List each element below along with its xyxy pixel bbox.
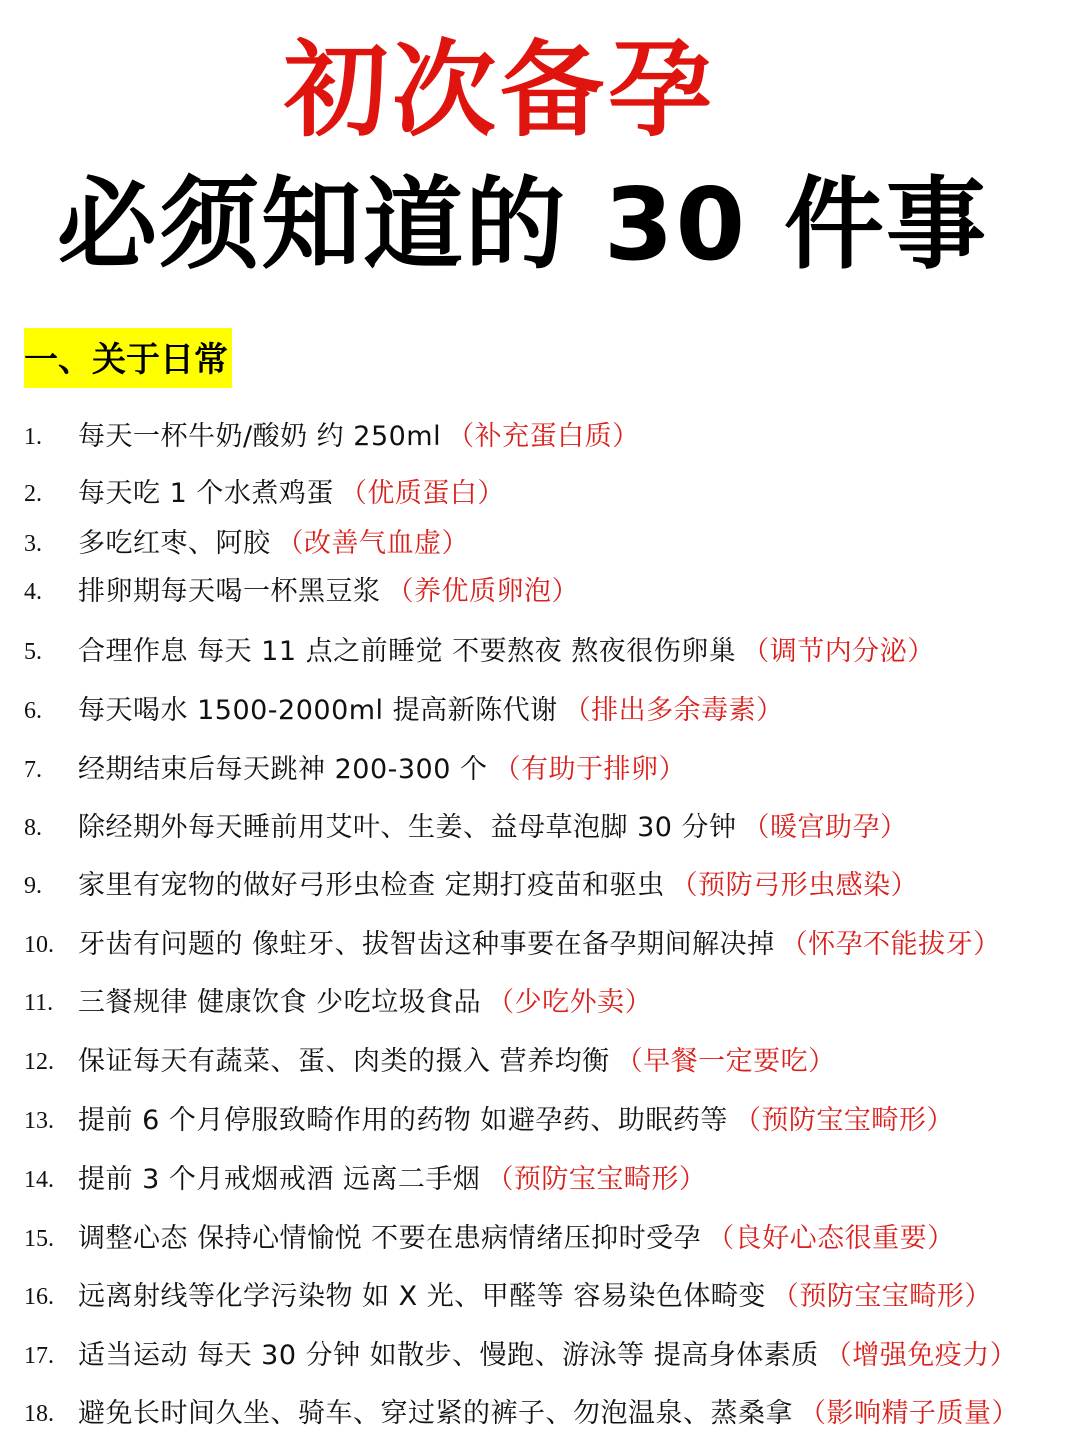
item-text: 家里有宠物的做好弓形虫检查 定期打疫苗和驱虫 <box>78 870 665 901</box>
list-item <box>0 1217 1080 1261</box>
item-body <box>78 1158 706 1202</box>
list-item <box>0 522 1080 566</box>
item-note: （预防宝宝畸形） <box>733 1105 954 1136</box>
item-text: 每天喝水 1500-2000ml 提高新陈代谢 <box>78 695 558 726</box>
item-body <box>78 689 784 733</box>
item-note: （怀孕不能拔牙） <box>780 929 1001 960</box>
item-body <box>78 1392 1019 1436</box>
item-body <box>78 981 652 1025</box>
item-number: 15. <box>24 1226 54 1252</box>
item-text: 除经期外每天睡前用艾叶、生姜、益母草泡脚 30 分钟 <box>78 812 737 843</box>
item-body <box>78 864 918 908</box>
list-item <box>0 981 1080 1025</box>
item-note: （预防弓形虫感染） <box>670 870 919 901</box>
item-body <box>78 1334 1017 1378</box>
item-number: 14. <box>24 1167 54 1193</box>
item-text: 多吃红枣、阿胶 <box>78 528 271 559</box>
item-text: 远离射线等化学污染物 如 X 光、甲醛等 容易染色体畸变 <box>78 1281 766 1312</box>
item-text: 避免长时间久坐、骑车、穿过紧的裤子、勿泡温泉、蒸桑拿 <box>78 1398 793 1429</box>
list-item <box>0 1040 1080 1084</box>
item-number: 5. <box>24 639 42 665</box>
list-item <box>0 1158 1080 1202</box>
list-item <box>0 1392 1080 1436</box>
item-number: 12. <box>24 1049 54 1075</box>
item-note: （影响精子质量） <box>799 1398 1019 1429</box>
item-text: 牙齿有问题的 像蛀牙、拔智齿这种事要在备孕期间解决掉 <box>78 929 775 960</box>
item-note: （增强免疫力） <box>824 1340 1018 1371</box>
item-note: （补充蛋白质） <box>447 421 640 452</box>
item-number: 4. <box>24 579 42 605</box>
item-note: （有助于排卵） <box>493 754 686 785</box>
item-number: 6. <box>24 698 42 724</box>
title-line-1: 初次备孕 <box>283 29 716 151</box>
item-note: （排出多余毒素） <box>563 695 784 726</box>
item-note: （调节内分泌） <box>742 636 935 667</box>
item-note: （养优质卵泡） <box>386 576 579 607</box>
item-note: （预防宝宝畸形） <box>486 1164 707 1195</box>
item-text: 保证每天有蔬菜、蛋、肉类的摄入 营养均衡 <box>78 1046 610 1077</box>
list-item <box>0 570 1080 614</box>
list-item <box>0 923 1080 967</box>
item-text: 每天吃 1 个水煮鸡蛋 <box>78 478 334 509</box>
list-item <box>0 864 1080 908</box>
item-number: 2. <box>24 481 42 507</box>
title-line-2: 必须知道的 30 件事 <box>57 166 988 283</box>
item-text: 经期结束后每天跳神 200-300 个 <box>78 754 488 785</box>
item-number: 1. <box>24 424 42 450</box>
item-number: 10. <box>24 932 54 958</box>
item-note: （良好心态很重要） <box>707 1223 955 1254</box>
item-body <box>78 1217 955 1261</box>
list-item <box>0 689 1080 733</box>
item-number: 3. <box>24 531 42 557</box>
list-item <box>0 472 1080 516</box>
item-note: （暖宫助孕） <box>742 812 908 843</box>
item-text: 三餐规律 健康饮食 少吃垃圾食品 <box>78 987 482 1018</box>
item-number: 9. <box>24 873 42 899</box>
list-item <box>0 630 1080 674</box>
item-text: 排卵期每天喝一杯黑豆浆 <box>78 576 381 607</box>
item-note: （早餐一定要吃） <box>615 1046 836 1077</box>
item-body <box>78 1040 836 1084</box>
item-number: 11. <box>24 990 54 1016</box>
item-number: 18. <box>24 1401 54 1427</box>
list-item <box>0 1334 1080 1378</box>
item-text: 适当运动 每天 30 分钟 如散步、慢跑、游泳等 提高身体素质 <box>78 1340 819 1371</box>
list-item <box>0 1099 1080 1143</box>
item-body <box>78 630 935 674</box>
item-body <box>78 748 686 792</box>
item-body <box>78 1099 954 1143</box>
item-body <box>78 522 469 566</box>
item-note: （改善气血虚） <box>276 528 469 559</box>
list-item <box>0 1275 1080 1319</box>
item-text: 调整心态 保持心情愉悦 不要在患病情绪压抑时受孕 <box>78 1223 702 1254</box>
list-item <box>0 806 1080 850</box>
item-note: （少吃外卖） <box>487 987 653 1018</box>
item-number: 7. <box>24 757 42 783</box>
item-body <box>78 806 908 850</box>
item-text: 每天一杯牛奶/酸奶 约 250ml <box>78 421 442 452</box>
item-note: （预防宝宝畸形） <box>771 1281 992 1312</box>
item-number: 8. <box>24 815 42 841</box>
item-body <box>78 570 579 614</box>
item-body <box>78 472 505 516</box>
item-body <box>78 415 640 459</box>
item-text: 提前 3 个月戒烟戒酒 远离二手烟 <box>78 1164 481 1195</box>
item-body <box>78 923 1001 967</box>
item-note: （优质蛋白） <box>339 478 505 509</box>
section-heading: 一、关于日常 <box>24 328 232 388</box>
item-text: 合理作息 每天 11 点之前睡觉 不要熬夜 熬夜很伤卵巢 <box>78 636 737 667</box>
item-number: 16. <box>24 1284 54 1310</box>
item-text: 提前 6 个月停服致畸作用的药物 如避孕药、助眠药等 <box>78 1105 728 1136</box>
item-number: 13. <box>24 1108 54 1134</box>
item-body <box>78 1275 992 1319</box>
list-item <box>0 415 1080 459</box>
item-number: 17. <box>24 1343 54 1369</box>
list-item <box>0 748 1080 792</box>
